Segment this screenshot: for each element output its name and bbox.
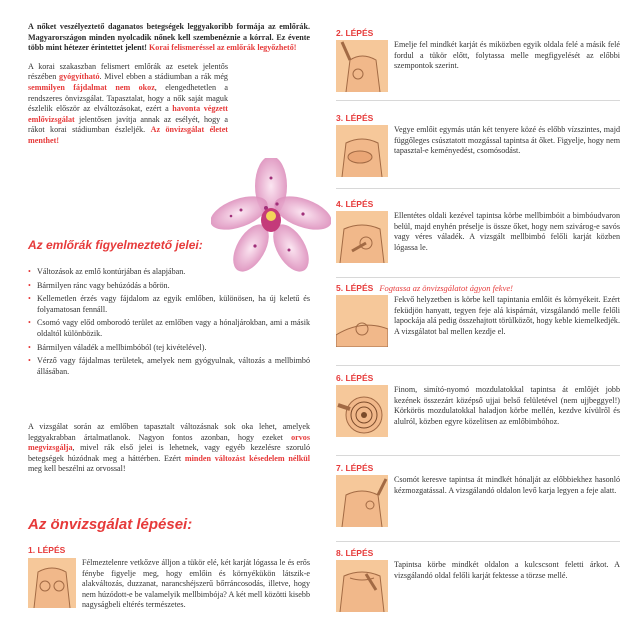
- p2-part4: jelentősen javítja annak az esélyét, hogy a rákot korai stádiumban észleljék.: [28, 114, 228, 135]
- nipple-check-icon: [336, 211, 388, 263]
- step-6: [336, 373, 620, 437]
- step-4-label: 4. LÉPÉS: [336, 199, 374, 209]
- divider: [336, 188, 620, 189]
- p2-part3: , elengedhetetlen a rendszeres önvizsgálat. Tapasztalat, hogy a nők saját maguk észlelik először az elváltozásokat, ezért a: [28, 82, 228, 114]
- step-3-label: 3. LÉPÉS: [336, 113, 374, 123]
- p2-part1: A korai szakaszban felismert emlőrák az esetek jelentős részében: [28, 61, 228, 82]
- list-item: • Változások az emlő kontúrjában és alapjában.: [28, 267, 310, 278]
- step-7: [336, 463, 620, 527]
- p3-part2: , mivel rák első jelei is lehetnek, vagy egyéb kezelésre szoruló betegségek húzódnak meg a háttérben. Ezért: [28, 443, 310, 463]
- p2-red4: Az önvizsgálat életet menthet!: [28, 125, 228, 145]
- divider: [336, 455, 620, 456]
- step-2: [336, 28, 620, 92]
- step-8-label: 8. LÉPÉS: [336, 548, 374, 558]
- step-3: [336, 113, 620, 177]
- left-column: [28, 22, 310, 610]
- collarbone-check-icon: [336, 560, 388, 612]
- p3-part3: meg kell beszélni az orvossal!: [28, 464, 126, 474]
- p2-red3: havonta végzett emlővizsgálat: [28, 104, 228, 124]
- p2-part2: . Mivel ebben a stádiumban a rák még: [99, 72, 228, 82]
- p2-red2: semmilyen fájdalmat nem okoz: [28, 82, 155, 92]
- step-6-text: Finom, simító-nyomó mozdulatokkal tapintsa át emlőjét jobb kezének összezárt középső ujjai belső felületével (nem ujjbeggyel!) Körkörös mozdulatokkal haladjon körbe mellén, kezdve kívülről és alulról, közben egyre közelítsen az emlőbimbóhoz.: [394, 385, 620, 426]
- lying-down-icon: [336, 295, 388, 347]
- p3-part1: A vizsgálat során az emlőben tapasztalt változásnak sok oka lehet, amelyek leggyakrabban ártalmatlanok. Nagyon fontos azonban, hogy ezeket: [28, 422, 310, 442]
- p3-red2: minden változást késedelem nélkül: [184, 453, 310, 463]
- divider: [336, 541, 620, 542]
- step-2-text: Emelje fel mindkét karját és miközben egyik oldala felé a másik felé fordul a tükör előtt, folytassa melle megfigyelését az előbbi szempontok szerint.: [394, 40, 620, 71]
- divider: [336, 277, 620, 278]
- hands-on-breast-icon: [336, 125, 388, 177]
- paragraph-3: [28, 422, 310, 475]
- divider: [336, 365, 620, 366]
- list-item: • Vérző vagy fájdalmas területek, amelyek nem gyógyulnak, változás a mellbimbó állásában.: [28, 356, 310, 377]
- spiral-motion-icon: [336, 385, 388, 437]
- step-5-text: Fekvő helyzetben is körbe kell tapintania emlőit és környékeit. Ezért feküdjön hanyatt, tegyen feje alá kispárnát, vizsgálandó melle felőli lapockája alá pedig összehajtott törülközőt, hogy keble kiemelkedjék. A vizsgálatot bal mellen kezdje el.: [394, 295, 620, 336]
- intro-box: [28, 22, 310, 54]
- paragraph-2: [28, 62, 228, 147]
- step-7-label: 7. LÉPÉS: [336, 463, 374, 473]
- self-exam-title: Az önvizsgálat lépései:: [28, 516, 193, 533]
- list-item: • Csomó vagy előd omborodó terület az emlőben vagy a hónaljárokban, ami a másik oldaltól különbözik.: [28, 318, 310, 339]
- step-4: [336, 199, 620, 263]
- step-1-label: 1. LÉPÉS: [28, 545, 66, 555]
- step-5-number: 5. LÉPÉS: [336, 283, 374, 293]
- step-3-text: Vegye emlőit egymás után két tenyere közé és előbb vízszintes, majd függőleges csúsztatott mozgással tapintsa át őket. Figyelje, hogy nem tapasztal-e keményedést, csomósodást.: [394, 125, 620, 156]
- step-5-note: Fogtassa az önvizsgálatot ágyon fekve!: [379, 283, 513, 293]
- list-item: • Kellemetlen érzés vagy fájdalom az egyik emlőben, különösen, ha új keletű és folyamatosan fennáll.: [28, 294, 310, 315]
- step-7-text: Csomót keresve tapintsa át mindkét hónalját az előbbiekhez hasonló kézmozgatással. A vizsgálandó oldalon levő karja legyen a feje alatt.: [394, 475, 620, 495]
- p2-red1: gyógyítható: [59, 72, 100, 82]
- armpit-check-icon: [336, 475, 388, 527]
- orchid-flower-illustration: [211, 158, 331, 276]
- list-item: • Bármilyen váladék a mellbimbóból (tej kivételével).: [28, 343, 310, 354]
- list-item: • Bármilyen ránc vagy behúzódás a bőrön.: [28, 281, 310, 292]
- woman-mirror-icon: [28, 558, 76, 608]
- intro-text: [28, 22, 310, 54]
- warning-signs-title: Az emlőrák figyelmeztető jelei:: [28, 238, 203, 252]
- step-6-label: 6. LÉPÉS: [336, 373, 374, 383]
- step-2-label: 2. LÉPÉS: [336, 28, 374, 38]
- step-5-label: [336, 283, 620, 295]
- step-4-text: Ellentétes oldali kezével tapintsa körbe mellbimbóit a bimbóudvaron belül, majd enyhén préselje is össze őket, hogy nem szivárog-e savós vagy véres váladék. A vizsgált mellbimbó felőli karját közben lógassa le.: [394, 211, 620, 252]
- arms-raised-icon: [336, 40, 388, 92]
- divider: [336, 100, 620, 101]
- step-1-text: Félmeztelenre vetkőzve álljon a tükör elé, két karját lógassa le és erős fénybe figyelje meg, hogy emlőin és környékükön látszik-e alakváltozás, duzzanat, narancshéjszerű bőrráncosodás, illetve, hogy nem húzódott-e be valamelyik mellbimbója? A két mell közötti kisebb nagyságbeli eltérés természetes.: [82, 558, 310, 610]
- step-8: [336, 548, 620, 612]
- warning-signs-list: [28, 267, 310, 380]
- intro-body: A nőket veszélyeztető daganatos betegségek leggyakoribb formája az emlőrák. Magyarországon minden nyolcadik nőnek kell szembenéznie a kórral. Ez évente több mint hétezer érintettet jelent!: [28, 22, 310, 53]
- intro-highlight: Korai felismeréssel az emlőrák legyőzhető!: [149, 43, 297, 53]
- p3-red1: orvos megvizsgálja: [28, 432, 310, 453]
- step-8-text: Tapintsa körbe mindkét oldalon a kulcscsont feletti árkot. A vizsgálandó oldal felőli karját fektesse a törzse mellé.: [394, 560, 620, 580]
- step-5: [336, 283, 620, 347]
